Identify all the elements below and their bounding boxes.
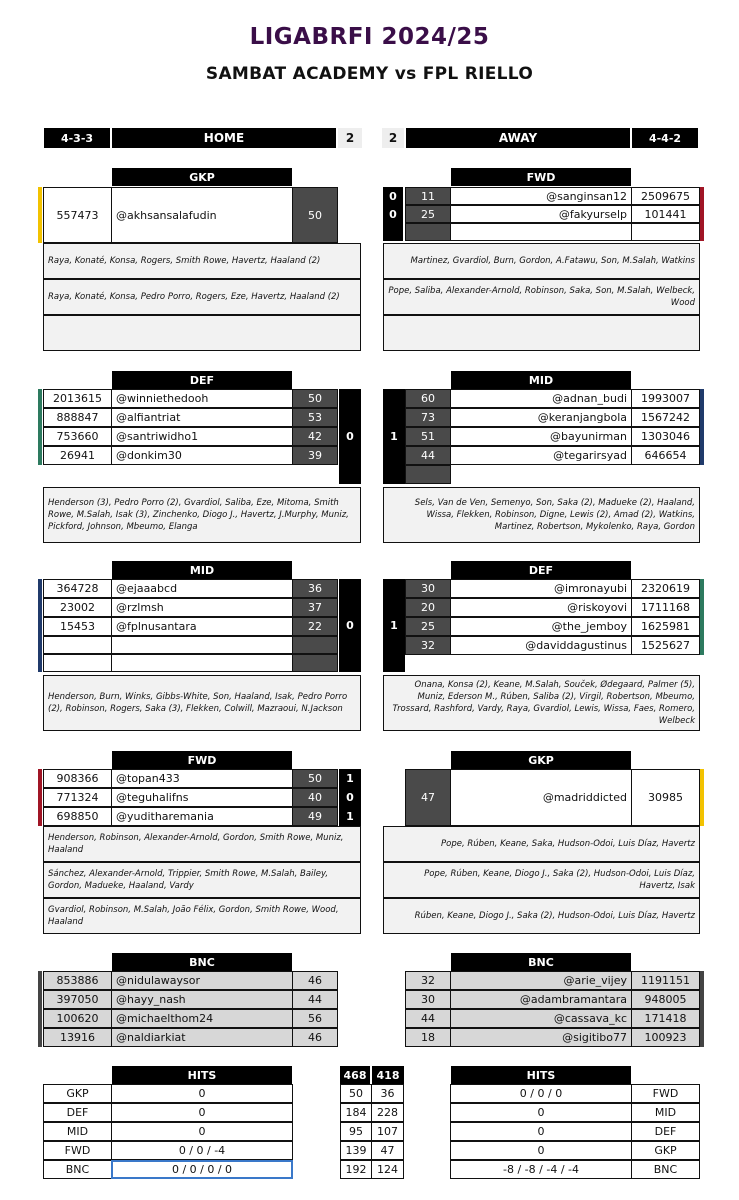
home-line-total: 139 [340, 1141, 372, 1160]
away-bnc-pts: 32 [405, 971, 451, 990]
home-gkp-pts: 50 [292, 187, 338, 243]
away-mid-header: MID [451, 371, 631, 389]
home-def-user: @alfiantriat [111, 408, 293, 427]
away-line-total: 124 [371, 1160, 404, 1179]
away-fwd-id: 101441 [631, 205, 700, 223]
away-def-user: @imronayubi [450, 579, 632, 598]
away-bnc-id: 171418 [631, 1009, 700, 1028]
home-fwd-user: @yuditharemania [111, 807, 293, 826]
home-fwd-score: 1 [339, 769, 361, 788]
away-fwd-user [450, 223, 632, 241]
away-def-pts: 32 [405, 636, 451, 655]
away-def-id: 1711168 [631, 598, 700, 617]
away-hits-val: 0 [450, 1103, 632, 1122]
away-gkp-note: Rúben, Keane, Diogo J., Saka (2), Hudson-Odoi, Luis Díaz, Havertz [383, 898, 700, 934]
away-fwd-note [383, 315, 700, 351]
home-gkp-header: GKP [112, 168, 292, 186]
home-line-total: 192 [340, 1160, 372, 1179]
home-fwd-user: @teguhalifns [111, 788, 293, 807]
away-line-total: 228 [371, 1103, 404, 1122]
home-hits-pos: DEF [43, 1103, 112, 1122]
home-mid-id: 23002 [43, 598, 112, 617]
away-def-pts: 20 [405, 598, 451, 617]
away-fwd-note: Pope, Saliba, Alexander-Arnold, Robinson, Saka, Son, M.Salah, Welbeck, Wood [383, 279, 700, 315]
away-bnc-id: 948005 [631, 990, 700, 1009]
home-mid-id: 364728 [43, 579, 112, 598]
home-hits-header: HITS [112, 1066, 292, 1084]
home-fwd-pts: 40 [292, 788, 338, 807]
home-hits-pos: FWD [43, 1141, 112, 1160]
away-gkp-note: Pope, Rúben, Keane, Diogo J., Saka (2), Hudson-Odoi, Luis Díaz, Havertz, Isak [383, 862, 700, 898]
home-def-band [38, 389, 42, 465]
home-mid-pts: 36 [292, 579, 338, 598]
home-bnc-user: @nidulawaysor [111, 971, 293, 990]
away-def-user: @riskoyovi [450, 598, 632, 617]
home-fwd-note: Sánchez, Alexander-Arnold, Trippier, Smith Rowe, M.Salah, Bailey, Gordon, Madueke, Haaland, Vardy [43, 862, 361, 898]
away-hits-header: HITS [451, 1066, 631, 1084]
match-title: SAMBAT ACADEMY vs FPL RIELLO [205, 64, 534, 84]
home-mid-user: @ejaaabcd [111, 579, 293, 598]
home-bnc-band [38, 971, 42, 1047]
home-hits-val: 0 / 0 / -4 [111, 1141, 293, 1160]
home-hits-val: 0 [111, 1103, 293, 1122]
away-fwd-id [631, 223, 700, 241]
away-mid-pts: 73 [405, 408, 451, 427]
home-def-user: @santriwidho1 [111, 427, 293, 446]
away-hits-pos: BNC [631, 1160, 700, 1179]
home-def-pts: 39 [292, 446, 338, 465]
away-def-header: DEF [451, 561, 631, 579]
home-hits-pos: MID [43, 1122, 112, 1141]
home-mid-pts: 22 [292, 617, 338, 636]
home-def-note: Henderson (3), Pedro Porro (2), Gvardiol, Saliba, Eze, Mitoma, Smith Rowe, M.Salah, Isak (3), Zinchenko, Diogo J., Havertz, J.Murphy, Muniz, Pickford, Johnson, Mbeumo, Elanga [43, 487, 361, 543]
home-fwd-id: 771324 [43, 788, 112, 807]
away-fwd-note: Martinez, Gvardiol, Burn, Gordon, A.Fatawu, Son, M.Salah, Watkins [383, 243, 700, 279]
away-total: 418 [372, 1066, 404, 1084]
away-def-score: 1 [383, 579, 405, 672]
home-mid-user: @fplnusantara [111, 617, 293, 636]
home-mid-id [43, 636, 112, 654]
home-label: HOME [112, 128, 336, 148]
away-bnc-band [700, 971, 704, 1047]
away-mid-pts: 44 [405, 446, 451, 465]
away-gkp-user: @madriddicted [450, 769, 632, 826]
away-bnc-pts: 18 [405, 1028, 451, 1047]
away-mid-user: @tegarirsyad [450, 446, 632, 465]
home-hits-pos: BNC [43, 1160, 112, 1179]
home-def-user: @donkim30 [111, 446, 293, 465]
home-gkp-note: Raya, Konaté, Konsa, Pedro Porro, Rogers, Eze, Havertz, Haaland (2) [43, 279, 361, 315]
home-bnc-pts: 46 [292, 971, 338, 990]
home-fwd-id: 698850 [43, 807, 112, 826]
away-bnc-header: BNC [451, 953, 631, 971]
page-title: LIGABRFI 2024/25 [249, 24, 490, 50]
away-hits-pos: GKP [631, 1141, 700, 1160]
away-fwd-pts: 25 [405, 205, 451, 223]
away-gkp-note: Pope, Rúben, Keane, Saka, Hudson-Odoi, Luis Díaz, Havertz [383, 826, 700, 862]
away-bnc-id: 100923 [631, 1028, 700, 1047]
away-mid-score: 1 [383, 389, 405, 484]
home-bnc-header: BNC [112, 953, 292, 971]
away-def-band [700, 579, 704, 655]
away-line-total: 47 [371, 1141, 404, 1160]
home-mid-note: Henderson, Burn, Winks, Gibbs-White, Son, Haaland, Isak, Pedro Porro (2), Robinson, Rogers, Saka (3), Flekken, Colwill, Mazraoui, N.Jackson [43, 675, 361, 731]
away-label: AWAY [406, 128, 630, 148]
home-def-pts: 53 [292, 408, 338, 427]
away-gkp-id: 30985 [631, 769, 700, 826]
away-mid-band [700, 389, 704, 465]
home-hits-val: 0 [111, 1122, 293, 1141]
away-mid-id: 1303046 [631, 427, 700, 446]
home-gkp-user: @akhsansalafudin [111, 187, 293, 243]
home-hits-val: 0 [111, 1084, 293, 1103]
home-bnc-user: @hayy_nash [111, 990, 293, 1009]
home-gkp-note [43, 315, 361, 351]
home-bnc-pts: 56 [292, 1009, 338, 1028]
away-fwd-pts [405, 223, 451, 241]
away-mid-pts: 60 [405, 389, 451, 408]
away-def-pts: 25 [405, 617, 451, 636]
home-bnc-id: 853886 [43, 971, 112, 990]
home-fwd-note: Gvardiol, Robinson, M.Salah, João Félix, Gordon, Smith Rowe, Wood, Haaland [43, 898, 361, 934]
away-bnc-id: 1191151 [631, 971, 700, 990]
away-hits-val: 0 [450, 1122, 632, 1141]
away-fwd-header: FWD [451, 168, 631, 186]
home-def-id: 2013615 [43, 389, 112, 408]
away-mid-pts-empty [405, 465, 451, 484]
away-mid-id: 1567242 [631, 408, 700, 427]
home-gkp-note: Raya, Konaté, Konsa, Rogers, Smith Rowe, Havertz, Haaland (2) [43, 243, 361, 279]
away-def-id: 2320619 [631, 579, 700, 598]
home-def-pts: 50 [292, 389, 338, 408]
home-hits-pos: GKP [43, 1084, 112, 1103]
home-mid-pts: 37 [292, 598, 338, 617]
away-def-note: Onana, Konsa (2), Keane, M.Salah, Souček, Ødegaard, Palmer (5), Muniz, Ederson M., Rúben, Saliba (2), Virgil, Robertson, Mbeumo, Trossard, Rashford, Vardy, Raya, Gvardiol, Lewis, Wissa, Faes, Romero, Welbeck [383, 675, 700, 731]
away-line-total: 36 [371, 1084, 404, 1103]
home-fwd-note: Henderson, Robinson, Alexander-Arnold, Gordon, Smith Rowe, Muniz, Haaland [43, 826, 361, 862]
home-def-id: 888847 [43, 408, 112, 427]
home-mid-user [111, 636, 293, 654]
away-mid-note: Sels, Van de Ven, Semenyo, Son, Saka (2), Madueke (2), Haaland, Wissa, Flekken, Robinson, Digne, Lewis (2), Amad (2), Watkins, Martinez, Robertson, Mykolenko, Raya, Gordon [383, 487, 700, 543]
home-def-header: DEF [112, 371, 292, 389]
home-bnc-pts: 44 [292, 990, 338, 1009]
away-gkp-header: GKP [451, 751, 631, 769]
home-mid-user: @rzlmsh [111, 598, 293, 617]
home-gkp-id: 557473 [43, 187, 112, 243]
away-def-id: 1625981 [631, 617, 700, 636]
away-def-pts: 30 [405, 579, 451, 598]
home-def-id: 753660 [43, 427, 112, 446]
away-hits-val: 0 / 0 / 0 [450, 1084, 632, 1103]
home-bnc-id: 397050 [43, 990, 112, 1009]
away-hits-pos: DEF [631, 1122, 700, 1141]
away-def-user: @the_jemboy [450, 617, 632, 636]
away-fwd-score: 0 [383, 187, 403, 205]
home-mid-pts [292, 654, 338, 672]
away-hits-val: 0 [450, 1141, 632, 1160]
home-fwd-band [38, 769, 42, 826]
home-mid-user [111, 654, 293, 672]
home-fwd-header: FWD [112, 751, 292, 769]
home-fwd-id: 908366 [43, 769, 112, 788]
home-line-total: 95 [340, 1122, 372, 1141]
away-bnc-pts: 44 [405, 1009, 451, 1028]
home-fwd-pts: 49 [292, 807, 338, 826]
away-mid-id: 1993007 [631, 389, 700, 408]
home-bnc-user: @michaelthom24 [111, 1009, 293, 1028]
away-def-user: @daviddagustinus [450, 636, 632, 655]
home-total: 468 [340, 1066, 370, 1084]
home-mid-pts [292, 636, 338, 654]
away-bnc-user: @adambramantara [450, 990, 632, 1009]
away-gkp-pts: 47 [405, 769, 451, 826]
home-def-user: @winniethedooh [111, 389, 293, 408]
home-mid-band [38, 579, 42, 672]
away-line-total: 107 [371, 1122, 404, 1141]
away-bnc-user: @arie_vijey [450, 971, 632, 990]
away-mid-user: @bayunirman [450, 427, 632, 446]
away-fwd-id: 2509675 [631, 187, 700, 205]
away-bnc-user: @sigitibo77 [450, 1028, 632, 1047]
away-mid-user: @adnan_budi [450, 389, 632, 408]
home-def-id: 26941 [43, 446, 112, 465]
away-gkp-band [700, 769, 704, 826]
away-bnc-user: @cassava_kc [450, 1009, 632, 1028]
away-bnc-pts: 30 [405, 990, 451, 1009]
home-gkp-band [38, 187, 42, 243]
home-bnc-user: @naldiarkiat [111, 1028, 293, 1047]
home-mid-score: 0 [339, 579, 361, 672]
home-hits-val-selected[interactable]: 0 / 0 / 0 / 0 [111, 1160, 293, 1179]
away-mid-user: @keranjangbola [450, 408, 632, 427]
home-def-score: 0 [339, 389, 361, 484]
home-mid-id: 15453 [43, 617, 112, 636]
home-fwd-pts: 50 [292, 769, 338, 788]
away-fwd-band [700, 187, 704, 241]
away-def-id: 1525627 [631, 636, 700, 655]
home-fwd-score: 1 [339, 807, 361, 826]
away-hits-pos: FWD [631, 1084, 700, 1103]
home-fwd-user: @topan433 [111, 769, 293, 788]
home-mid-header: MID [112, 561, 292, 579]
home-bnc-id: 100620 [43, 1009, 112, 1028]
away-fwd-pts: 11 [405, 187, 451, 205]
away-mid-id: 646654 [631, 446, 700, 465]
away-fwd-score: 0 [383, 205, 403, 223]
home-mid-id [43, 654, 112, 672]
home-def-pts: 42 [292, 427, 338, 446]
away-score: 2 [382, 128, 404, 148]
home-line-total: 184 [340, 1103, 372, 1122]
home-line-total: 50 [340, 1084, 372, 1103]
away-formation: 4-4-2 [632, 128, 698, 148]
away-mid-pts: 51 [405, 427, 451, 446]
away-fwd-user: @fakyurselp [450, 205, 632, 223]
away-hits-val: -8 / -8 / -4 / -4 [450, 1160, 632, 1179]
home-score: 2 [338, 128, 362, 148]
home-fwd-score: 0 [339, 788, 361, 807]
away-hits-pos: MID [631, 1103, 700, 1122]
home-bnc-pts: 46 [292, 1028, 338, 1047]
away-fwd-user: @sanginsan12 [450, 187, 632, 205]
home-bnc-id: 13916 [43, 1028, 112, 1047]
home-formation: 4-3-3 [44, 128, 110, 148]
away-fwd-score [383, 223, 403, 241]
